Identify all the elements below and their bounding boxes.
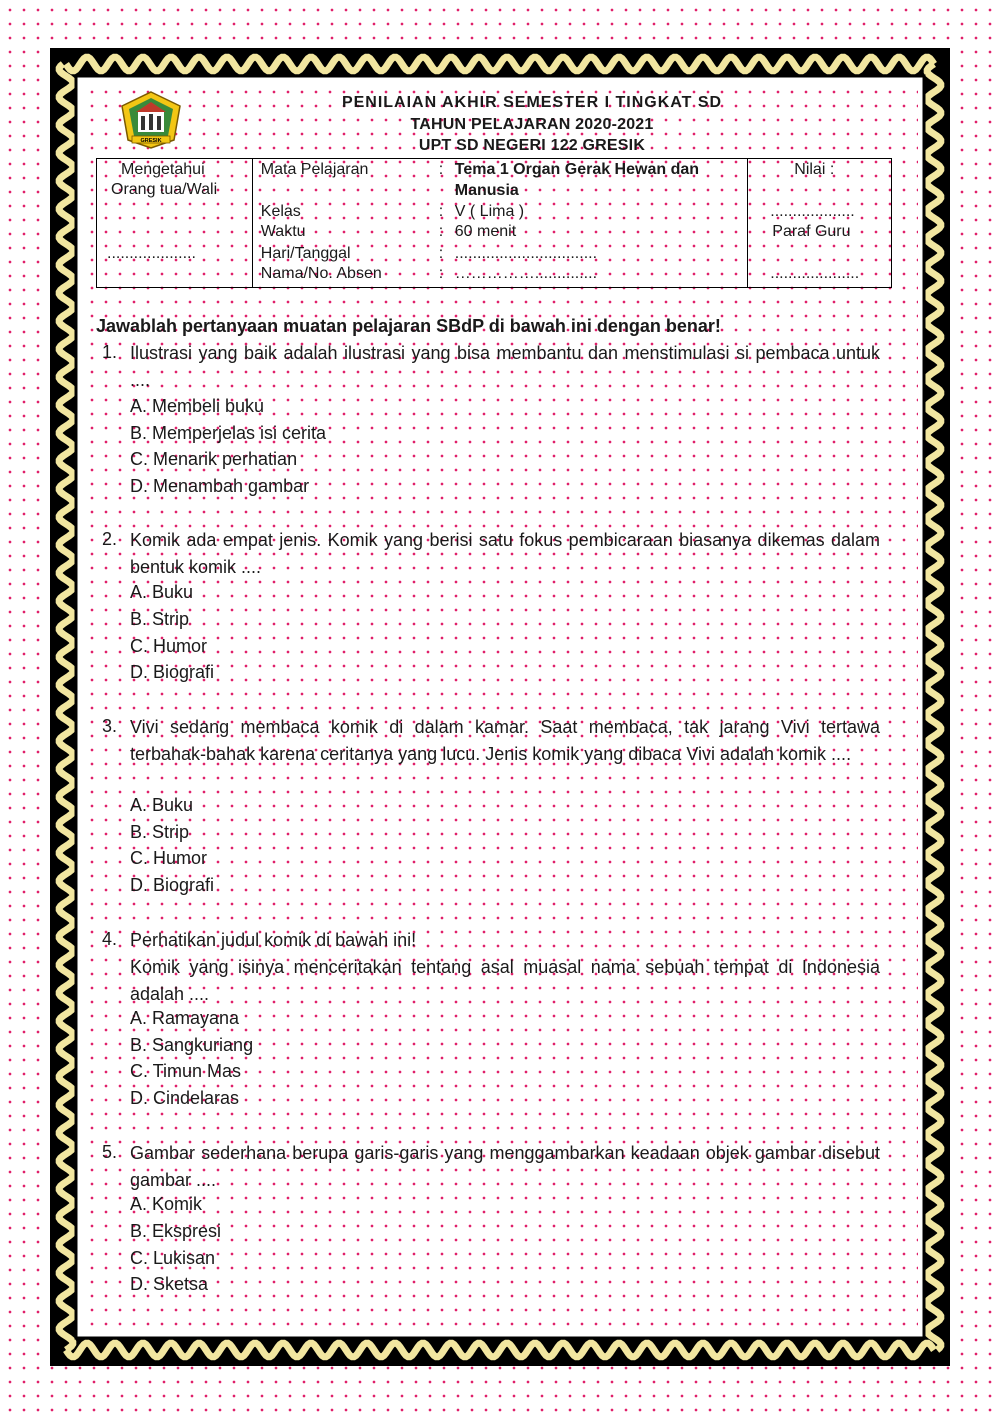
question-number: 2.	[102, 529, 118, 549]
instruction-text: Jawablah pertanyaan muatan pelajaran SBdP di bawah ini dengan benar!	[96, 316, 721, 336]
answer-option[interactable]: B. Ekspresi	[130, 1221, 222, 1241]
answer-option[interactable]: C. Menarik perhatian	[130, 449, 298, 469]
parent-signature-line[interactable]: ....................	[107, 245, 196, 262]
exam-title: PENILAIAN AKHIR SEMESTER I TINGKAT SD	[341, 94, 723, 111]
name-field[interactable]: ……………..............	[454, 265, 598, 282]
wave-segment	[59, 64, 73, 1350]
answer-option[interactable]: A. Ramayana	[130, 1008, 240, 1028]
answer-option[interactable]: C. Humor	[130, 848, 208, 868]
answer-option[interactable]: D. Sketsa	[130, 1274, 209, 1294]
class-value: V ( Lima )	[454, 203, 525, 220]
question-text: Ilustrasi yang baik adalah ilustrasi yang bisa membantu dan menstimulasi si pembaca untuk ....	[130, 343, 880, 390]
label-date: Hari/Tanggal	[260, 245, 351, 262]
parent-signature-cell	[97, 159, 253, 288]
colon: :	[438, 265, 444, 282]
answer-option[interactable]: D. Cindelaras	[130, 1088, 240, 1108]
exam-sheet	[82, 82, 918, 1332]
answer-option[interactable]: A. Buku	[130, 582, 194, 602]
question-number: 1.	[102, 342, 118, 362]
label-time: Waktu	[260, 223, 306, 240]
parent-label-2: Orang tua/Wali	[111, 181, 218, 198]
colon: :	[438, 245, 444, 262]
parent-label-1: Mengetahui	[121, 161, 205, 178]
answer-option[interactable]: A. Komik	[130, 1194, 203, 1214]
answer-option[interactable]: D. Biografi	[130, 875, 215, 895]
answer-option[interactable]: A. Buku	[130, 795, 194, 815]
question-text: Gambar sederhana berupa garis-garis yang menggambarkan keadaan objek gambar disebut gambar ....	[130, 1143, 880, 1190]
exam-details-cell	[252, 159, 747, 288]
answer-option[interactable]: B. Memperjelas isi cerita	[130, 423, 327, 443]
label-name: Nama/No. Absen	[260, 265, 382, 282]
colon: :	[438, 161, 444, 178]
question-number: 4.	[102, 929, 118, 949]
answer-option[interactable]: C. Timun Mas	[130, 1061, 242, 1081]
question-text: Komik ada empat jenis. Komik yang berisi satu fokus pembicaraan biasanya dikemas dalam bentuk komik ....	[130, 530, 880, 577]
time-value: 60 menit	[454, 223, 517, 240]
wave-segment	[66, 1343, 934, 1357]
score-field[interactable]: ...................	[770, 203, 855, 220]
answer-option[interactable]: B. Strip	[130, 609, 190, 629]
school-name: UPT SD NEGERI 122 GRESIK	[418, 137, 646, 154]
question-text-line1: Perhatikan judul komik di bawah ini!	[130, 930, 417, 950]
score-cell	[748, 159, 892, 288]
colon: :	[438, 223, 444, 240]
school-emblem-icon	[118, 90, 184, 150]
answer-option[interactable]: B. Sangkuriang	[130, 1035, 254, 1055]
svg-text:GRESIK: GRESIK	[140, 138, 162, 144]
label-class: Kelas	[260, 203, 301, 220]
answer-option[interactable]: D. Menambah gambar	[130, 476, 310, 496]
wave-segment	[66, 57, 934, 71]
question-text: Vivi sedang membaca komik di dalam kamar. Saat membaca, tak jarang Vivi tertawa terbahak-bahak karena ceritanya yang lucu. Jenis komik yang dibaca Vivi adalah komik ....	[130, 717, 880, 764]
score-label: Nilai :	[794, 161, 835, 178]
academic-year: TAHUN PELAJARAN 2020-2021	[410, 116, 654, 133]
answer-option[interactable]: C. Lukisan	[130, 1248, 216, 1268]
colon: :	[438, 203, 444, 220]
answer-option[interactable]: D. Biografi	[130, 662, 215, 682]
subject-value-line1: Tema 1 Organ Gerak Hewan dan	[454, 161, 700, 178]
teacher-sign-label: Paraf Guru	[772, 223, 851, 240]
label-subject: Mata Pelajaran	[260, 161, 369, 178]
answer-option[interactable]: B. Strip	[130, 822, 190, 842]
answer-option[interactable]: A. Membeli buku	[130, 396, 265, 416]
question-number: 3.	[102, 716, 118, 736]
question-number: 5.	[102, 1142, 118, 1162]
date-field[interactable]: ................................	[454, 245, 598, 262]
subject-value-line2: Manusia	[454, 182, 519, 199]
answer-option[interactable]: C. Humor	[130, 636, 208, 656]
student-info-table	[96, 158, 892, 288]
teacher-sign-field[interactable]: ....................	[770, 265, 860, 282]
question-text-line2: Komik yang isinya menceritakan tentang asal muasal nama sebuah tempat di Indonesia adalah ....	[130, 957, 880, 1004]
wave-segment	[927, 64, 941, 1350]
